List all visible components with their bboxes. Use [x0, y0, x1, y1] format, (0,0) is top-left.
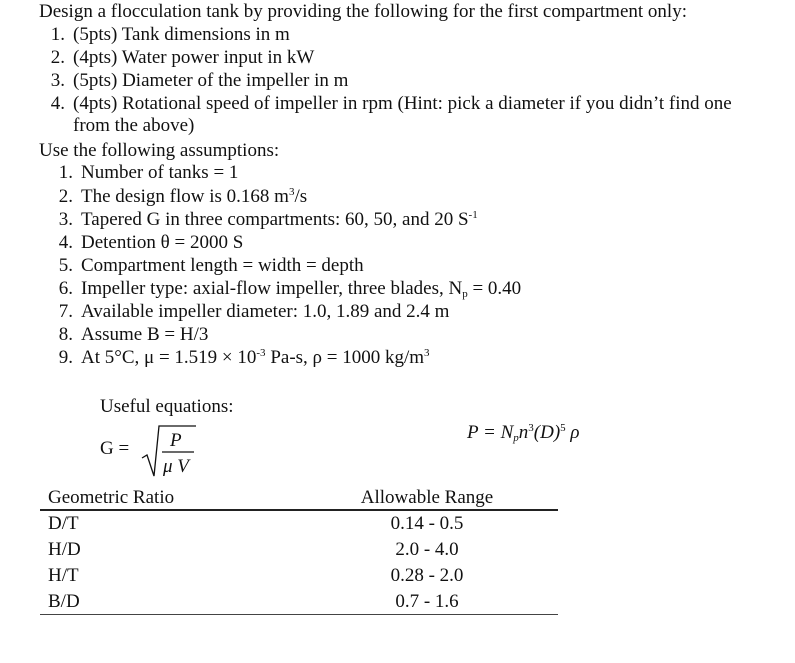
range-cell: 2.0 - 4.0: [395, 539, 459, 560]
task-number: 2.: [50, 47, 65, 68]
problem-intro: Design a flocculation tank by providing the following for the first compartment only:: [39, 1, 687, 22]
footer-rule: [40, 614, 558, 615]
assumption-text: Compartment length = width = depth: [81, 255, 364, 276]
assumption-text: Available impeller diameter: 1.0, 1.89 and 2.4 m: [81, 301, 450, 322]
equations-label: Useful equations:: [100, 396, 234, 417]
assumption-text: Detention θ = 2000 S: [81, 232, 244, 253]
g-denominator: μ V: [163, 456, 189, 477]
assumption-number: 6.: [58, 278, 73, 299]
assumption-number: 4.: [58, 232, 73, 253]
ratio-cell: D/T: [48, 513, 79, 534]
assumption-number: 7.: [58, 301, 73, 322]
p-equation-exp3: 3: [528, 422, 534, 434]
task-number: 4.: [50, 93, 65, 114]
p-equation-d: (D): [533, 422, 561, 443]
assumption-text: At 5°C, $\mu = 1.519 \times 10^{-3}$ Pa-s, ρ = 1000 $kg/m^3$: [81, 347, 430, 368]
range-cell: 0.14 - 0.5: [390, 513, 464, 534]
task-text: (4pts) Water power input in kW: [73, 47, 315, 68]
table-row: [40, 513, 558, 537]
g-equation-lhs: G =: [100, 438, 130, 459]
assumption-number: 5.: [58, 255, 73, 276]
task-text: (5pts) Diameter of the impeller in m: [73, 70, 349, 91]
p-equation-rho: ρ: [570, 422, 580, 443]
p-equation-exp5: 5: [560, 422, 566, 434]
table-row: [40, 565, 558, 589]
ratio-cell: H/T: [48, 565, 79, 586]
g-numerator: P: [170, 430, 182, 451]
ratio-cell: B/D: [48, 591, 80, 612]
ratio-cell: H/D: [48, 539, 81, 560]
p-equation-sub: p: [513, 432, 519, 444]
range-cell: 0.7 - 1.6: [395, 591, 459, 612]
table-row: [40, 591, 558, 615]
task-text: (5pts) Tank dimensions in m: [73, 24, 290, 45]
header-allowable-range: Allowable Range: [360, 487, 494, 508]
assumption-number: 3.: [58, 209, 73, 230]
assumption-text: Tapered G in three compartments: 60, 50, and 20 $S^{-1}$: [81, 209, 478, 230]
table-row: [40, 539, 558, 563]
g-equation: [100, 418, 210, 480]
range-cell: 0.28 - 2.0: [390, 565, 464, 586]
task-text: (4pts) Rotational speed of impeller in rpm (Hint: pick a diameter if you didn’t find one from the above): [73, 93, 732, 136]
assumption-text: Impeller type: axial-flow impeller, three blades, $N_p = 0.40$: [81, 278, 522, 300]
assumption-text: Assume B = H/3: [81, 324, 209, 345]
task-number: 1.: [50, 24, 65, 45]
assumption-number: 1.: [58, 162, 73, 183]
assumption-text: The design flow is 0.168 $m^3/s$: [81, 186, 308, 207]
assumptions-heading: Use the following assumptions:: [39, 140, 280, 161]
power-equation: [467, 422, 580, 444]
table-header: [40, 487, 558, 511]
p-equation-lhs: P = N: [467, 422, 514, 443]
assumption-number: 2.: [58, 186, 73, 207]
p-equation-n: n: [518, 422, 529, 443]
assumption-number: 8.: [58, 324, 73, 345]
header-geometric-ratio: Geometric Ratio: [48, 487, 175, 508]
assumption-number: 9.: [58, 347, 73, 368]
assumption-text: Number of tanks = 1: [81, 162, 239, 183]
header-rule: [40, 509, 558, 511]
task-number: 3.: [50, 70, 65, 91]
